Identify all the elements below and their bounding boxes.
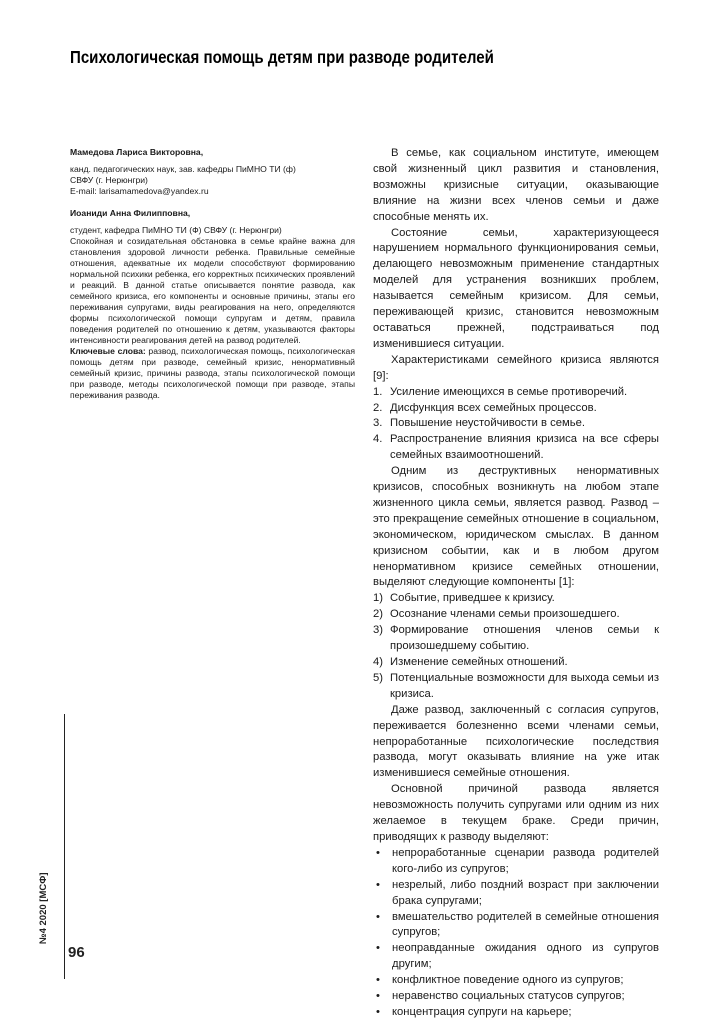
list-item-text: Событие, приведшее к кризису. [390, 592, 555, 605]
article-title: Психологическая помощь детям при разводе родителей [70, 47, 494, 67]
margin-rule [64, 714, 65, 979]
paragraph: Характеристиками семейного кризиса являются [9]: [373, 353, 659, 382]
bullet-list-divorce-causes [373, 846, 659, 1021]
list-item [373, 973, 659, 989]
bullet-marker: • [376, 878, 380, 891]
list-item [373, 671, 659, 703]
keywords [70, 346, 355, 401]
list-item-text: Потенциальные возможности для выхода семьи из кризиса. [390, 671, 659, 700]
keywords-label: Ключевые слова: [70, 346, 146, 356]
bullet-marker: • [376, 974, 380, 987]
bullet-marker: • [376, 942, 380, 955]
author-name: Мамедова Лариса Викторовна, [70, 147, 204, 157]
author-block-2 [70, 208, 355, 236]
list-marker: 2. [373, 401, 383, 414]
bullet-marker: • [376, 1005, 380, 1018]
journal-issue-label: №4 2020 [МСФ] [38, 872, 49, 944]
numbered-list-characteristics [373, 385, 659, 465]
list-marker: 4) [373, 656, 384, 668]
body-text-column [373, 146, 659, 1021]
list-marker: 1. [373, 385, 383, 398]
author-affiliation-line: СВФУ (г. Нерюнгри) [70, 175, 148, 185]
paragraph: Даже развод, заключенный с согласия супругов, переживается болезненно всеми членами семьи, непроработанные психологические последствия развода, могут оказывать влияние на уже итак изменившиеся семейные отношения. [373, 703, 659, 780]
list-item-text: конфликтное поведение одного из супругов; [392, 974, 624, 987]
list-marker: 2) [373, 608, 384, 621]
list-item-text: непроработанные сценарии развода родителей кого-либо из супругов; [392, 846, 659, 875]
list-item-text: Осознание членами семьи произошедшего. [390, 608, 620, 621]
list-item-text: неоправданные ожидания одного из супругов другим; [392, 942, 659, 971]
paragraph: Одним из деструктивных ненормативных кризисов, способных возникнуть на любом этапе жизненного цикла семьи, является развод. Развод – это прекращение семейных отношение в социальном, экономическом, юридическом смыслах. В данном кризисном событии, как и в любом другом ненормативном кризисе семейных отношении, выделяют следующие компоненты [1]: [373, 465, 659, 589]
bullet-marker: • [376, 846, 380, 859]
list-item-text: Повышение неустойчивости в семье. [390, 417, 586, 430]
list-item-text: Распространение влияния кризиса на все сферы семейных взаимоотношений. [390, 433, 659, 462]
list-item [373, 591, 659, 607]
list-item-text: концентрация супруги на карьере; [392, 1005, 572, 1018]
list-item [373, 878, 659, 910]
list-marker: 3) [373, 624, 384, 637]
list-item-text: Изменение семейных отношений. [390, 656, 568, 668]
bullet-marker: • [376, 910, 380, 923]
list-item [373, 432, 659, 464]
list-item [373, 846, 659, 878]
author-block-1 [70, 147, 355, 197]
paragraph: В семье, как социальном институте, имеющем свой жизненный цикл развития и становления, возможны кризисные ситуации, оказывающие влияние на жизни всех членов семьи и даже способные менять их. [373, 147, 659, 223]
list-marker: 1) [373, 592, 384, 605]
author-email: E-mail: larisamamedova@yandex.ru [70, 186, 209, 196]
list-item [373, 385, 659, 401]
page-number: 96 [68, 944, 85, 961]
numbered-list-components [373, 591, 659, 702]
left-column [70, 147, 355, 401]
list-item [373, 910, 659, 942]
list-item [373, 655, 659, 671]
list-item [373, 607, 659, 623]
author-affiliation-line: канд. педагогических наук, зав. кафедры ПиМНО ТИ (ф) [70, 164, 296, 174]
list-marker: 4. [373, 433, 383, 446]
list-item [373, 941, 659, 973]
list-item [373, 401, 659, 417]
list-item-text: Дисфункция всех семейных процессов. [390, 401, 597, 414]
keywords-text: развод, психологическая помощь, психологическая помощь детям при разводе, семейный кризис, ненормативный семейный кризис, причины развода, этапы психологической помощи при разводе, методы психологической помощи при разводе, этапы переживания развода. [70, 346, 355, 400]
list-item-text: незрелый, либо поздний возраст при заключении брака супругами; [392, 878, 659, 907]
list-marker: 3. [373, 417, 383, 430]
paragraph: Состояние семьи, характеризующееся нарушением нормального функционирования семьи, делающего невозможным применение стандартных моделей для устранения возникших проблем, называется семейным кризисом. Для семьи, переживающей кризис, становится невозможным оставаться прежней, подстраиваться под изменившиеся ситуации. [373, 226, 659, 350]
list-item [373, 416, 659, 432]
author-name: Иоаниди Анна Филипповна, [70, 208, 191, 218]
list-item-text: Формирование отношения членов семьи к произошедшему событию. [390, 624, 659, 653]
list-item [373, 1005, 659, 1021]
list-item-text: неравенство социальных статусов супругов; [392, 990, 625, 1003]
paragraph: Основной причиной развода является невозможность получить супругами или одним из них желаемое в текущем браке. Среди причин, приводящих к разводу выделяют: [373, 783, 659, 843]
list-item [373, 623, 659, 655]
list-marker: 5) [373, 671, 384, 684]
bullet-marker: • [376, 990, 380, 1003]
list-item-text: вмешательство родителей в семейные отношения супругов; [392, 910, 659, 939]
list-item-text: Усиление имеющихся в семье противоречий. [390, 385, 628, 398]
abstract: Спокойная и созидательная обстановка в семье крайне важна для становления здоровой личности ребенка. Правильные семейные отношения, адекватные их модели способствуют формированию нормальной психики ребенка, его корректных психических проявлений и реакций. В данной статье описывается понятие развода, как семейного кризиса, его компоненты и основные причины, этапы его переживания супругами, виды реагирования на него, определяются формы психологической помощи супругам и детям, правила поведения родителей по отношению к детям, указываются факторы интенсивности реагирования детей на развод родителей. [70, 236, 355, 345]
author-affiliation-line: студент, кафедра ПиМНО ТИ (Ф) СВФУ (г. Нерюнгри) [70, 225, 282, 235]
